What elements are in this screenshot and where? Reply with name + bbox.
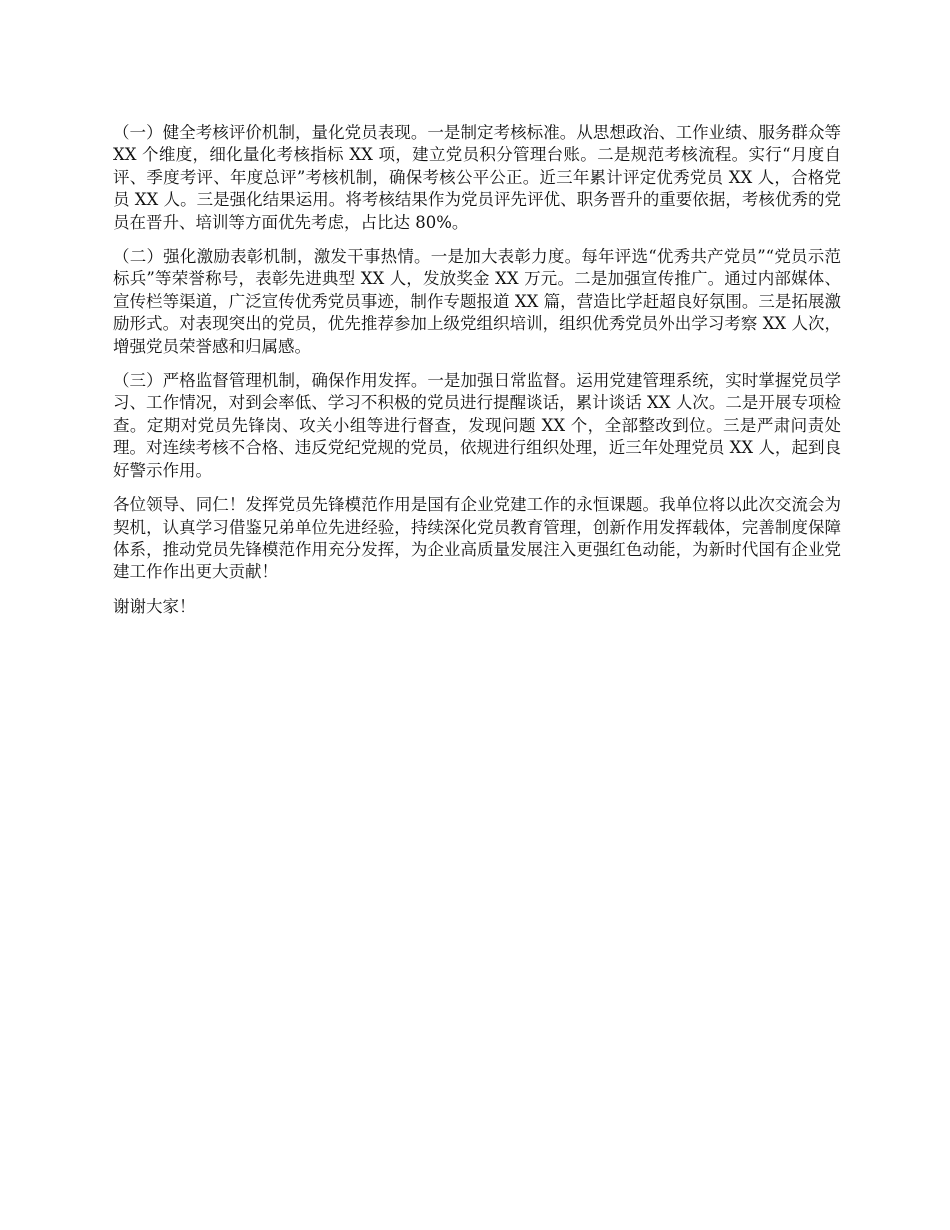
paragraph-incentive-mechanism: （二）强化激励表彰机制，激发干事热情。一是加大表彰力度。每年评选“优秀共产党员”“党员示范标兵”等荣誉称号，表彰先进典型 XX 人，发放奖金 XX 万元。二是加强宣传推广。通过内部媒体、宣传栏等渠道，广泛宣传优秀党员事迹，制作专题报道 XX 篇，营造比学赶超良好氛围。三是拓展激励形式。对表现突出的党员，优先推荐参加上级党组织培训，组织优秀党员外出学习考察 XX 人次，增强党员荣誉感和归属感。 <box>113 247 841 356</box>
paragraph-closing-remarks: 各位领导、同仁！发挥党员先锋模范作用是国有企业党建工作的永恒课题。我单位将以此次交流会为契机，认真学习借鉴兄弟单位先进经验，持续深化党员教育管理，创新作用发挥载体，完善制度保障体系，推动党员先锋模范作用充分发挥，为企业高质量发展注入更强红色动能，为新时代国有企业党建工作作出更大贡献！ <box>113 495 841 582</box>
paragraph-supervision-mechanism: （三）严格监督管理机制，确保作用发挥。一是加强日常监督。运用党建管理系统，实时掌握党员学习、工作情况，对到会率低、学习不积极的党员进行提醒谈话，累计谈话 XX 人次。二是开展专项检查。定期对党员先锋岗、攻关小组等进行督查，发现问题 XX 个，全部整改到位。三是严肃问责处理。对连续考核不合格、违反党纪党规的党员，依规进行组织处理，近三年处理党员 XX 人，起到良好警示作用。 <box>113 371 841 480</box>
document-body <box>113 122 841 630</box>
paragraph-assessment-mechanism: （一）健全考核评价机制，量化党员表现。一是制定考核标准。从思想政治、工作业绩、服务群众等 XX 个维度，细化量化考核指标 XX 项，建立党员积分管理台账。二是规范考核流程。实行“月度自评、季度考评、年度总评”考核机制，确保考核公平公正。近三年累计评定优秀党员 XX 人，合格党员 XX 人。三是强化结果运用。将考核结果作为党员评先评优、职务晋升的重要依据，考核优秀的党员在晋升、培训等方面优先考虑，占比达 80%。 <box>113 123 841 232</box>
paragraph-thanks: 谢谢大家！ <box>113 596 196 616</box>
